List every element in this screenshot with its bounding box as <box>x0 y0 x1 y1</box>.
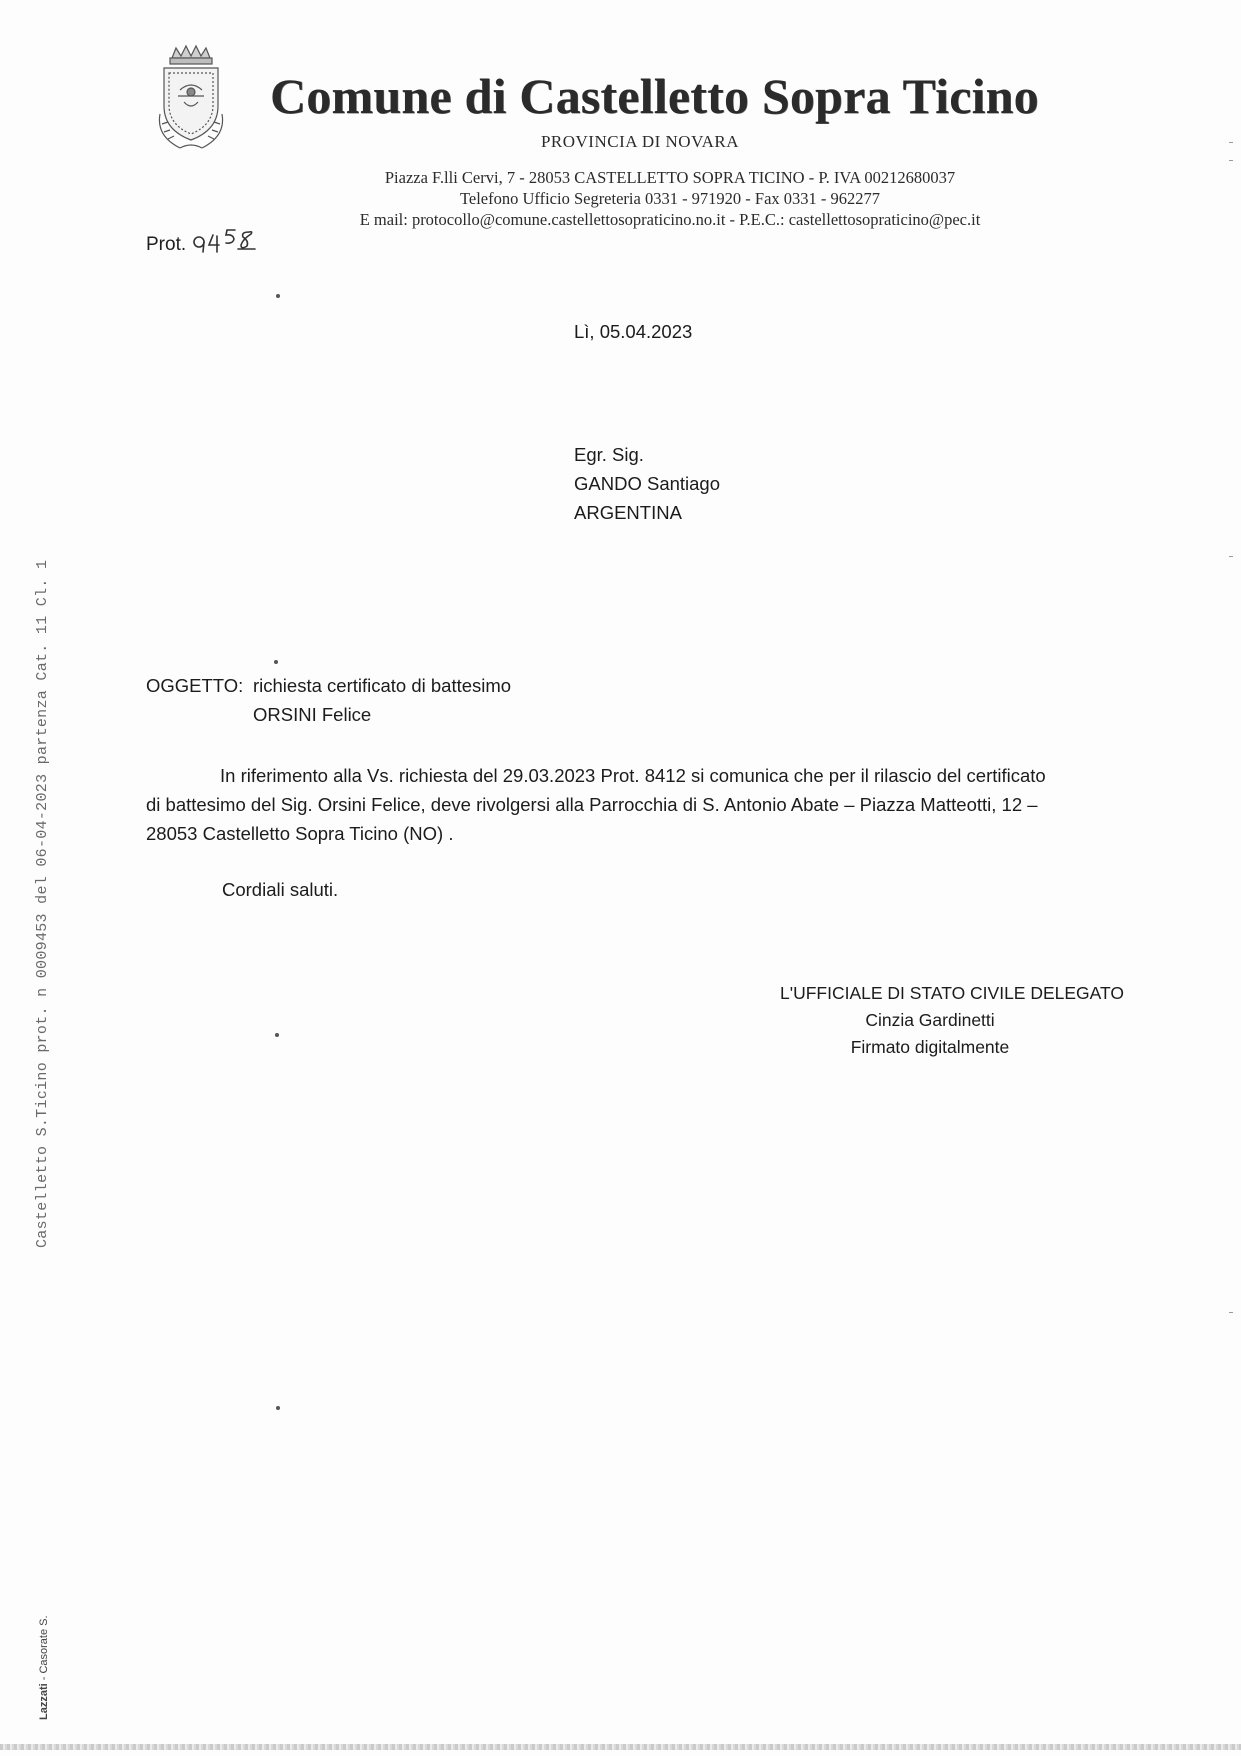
printer-location: - Casorate S. <box>38 1615 50 1684</box>
scan-speck <box>274 660 278 664</box>
recipient-name: GANDO Santiago <box>574 473 721 494</box>
closing-greeting: Cordiali saluti. <box>222 879 339 900</box>
letterhead-address <box>300 167 1040 230</box>
signatory-name: Cinzia Gardinetti <box>865 1010 995 1030</box>
address-line: Piazza F.lli Cervi, 7 - 28053 CASTELLETTO SOPRA TICINO - P. IVA 00212680037 <box>384 168 956 187</box>
municipality-title: Comune di Castelletto Sopra Ticino <box>270 68 1039 124</box>
subject-label: OGGETTO: <box>146 675 244 696</box>
province-name: PROVINCIA DI NOVARA <box>540 132 740 151</box>
email-line: E mail: protocollo@comune.castellettosopraticino.no.it - P.E.C.: castellettosopraticino@pec.it <box>359 210 981 229</box>
body-line: 28053 Castelletto Sopra Ticino (NO) . <box>146 823 454 844</box>
letter-date: Lì, 05.04.2023 <box>574 321 693 342</box>
scan-speck <box>275 1033 279 1037</box>
scan-edge-mark <box>1229 1312 1233 1313</box>
body-line: di battesimo del Sig. Orsini Felice, deve rivolgersi alla Parrocchia di S. Antonio Abate – Piazza Matteotti, 12 – <box>146 794 1038 815</box>
handwritten-protocol-number <box>191 222 271 256</box>
recipient-block <box>574 440 720 527</box>
scan-bottom-edge <box>0 1744 1241 1750</box>
signature-block <box>780 980 1125 1061</box>
printer-name: Lazzati <box>38 1683 50 1720</box>
municipal-crest-icon <box>150 44 232 154</box>
signatory-role: L'UFFICIALE DI STATO CIVILE DELEGATO <box>780 983 1125 1003</box>
body-line: In riferimento alla Vs. richiesta del 29.03.2023 Prot. 8412 si comunica che per il rilascio del certificato <box>220 765 1046 786</box>
subject-block <box>146 671 511 729</box>
body-paragraph <box>146 761 1156 848</box>
scan-edge-mark <box>1229 160 1233 161</box>
protocol-side-stamp: Castelletto S.Ticino prot. n 0009453 del 06-04-2023 partenza Cat. 11 Cl. 1 <box>34 559 51 1248</box>
scan-edge-mark <box>1229 142 1233 143</box>
protocol-label: Prot. <box>146 234 187 256</box>
scan-speck <box>276 1406 280 1410</box>
subject-line-1: richiesta certificato di battesimo <box>253 675 512 696</box>
subject-line-2: ORSINI Felice <box>253 704 372 725</box>
recipient-salutation: Egr. Sig. <box>574 444 644 465</box>
digital-signature-note: Firmato digitalmente <box>850 1037 1010 1057</box>
phone-line: Telefono Ufficio Segreteria 0331 - 971920 - Fax 0331 - 962277 <box>459 189 881 208</box>
scan-speck <box>276 294 280 298</box>
scan-edge-mark <box>1229 556 1233 557</box>
printer-mark <box>38 1615 50 1720</box>
recipient-country: ARGENTINA <box>574 502 682 523</box>
protocol-number <box>146 228 271 262</box>
